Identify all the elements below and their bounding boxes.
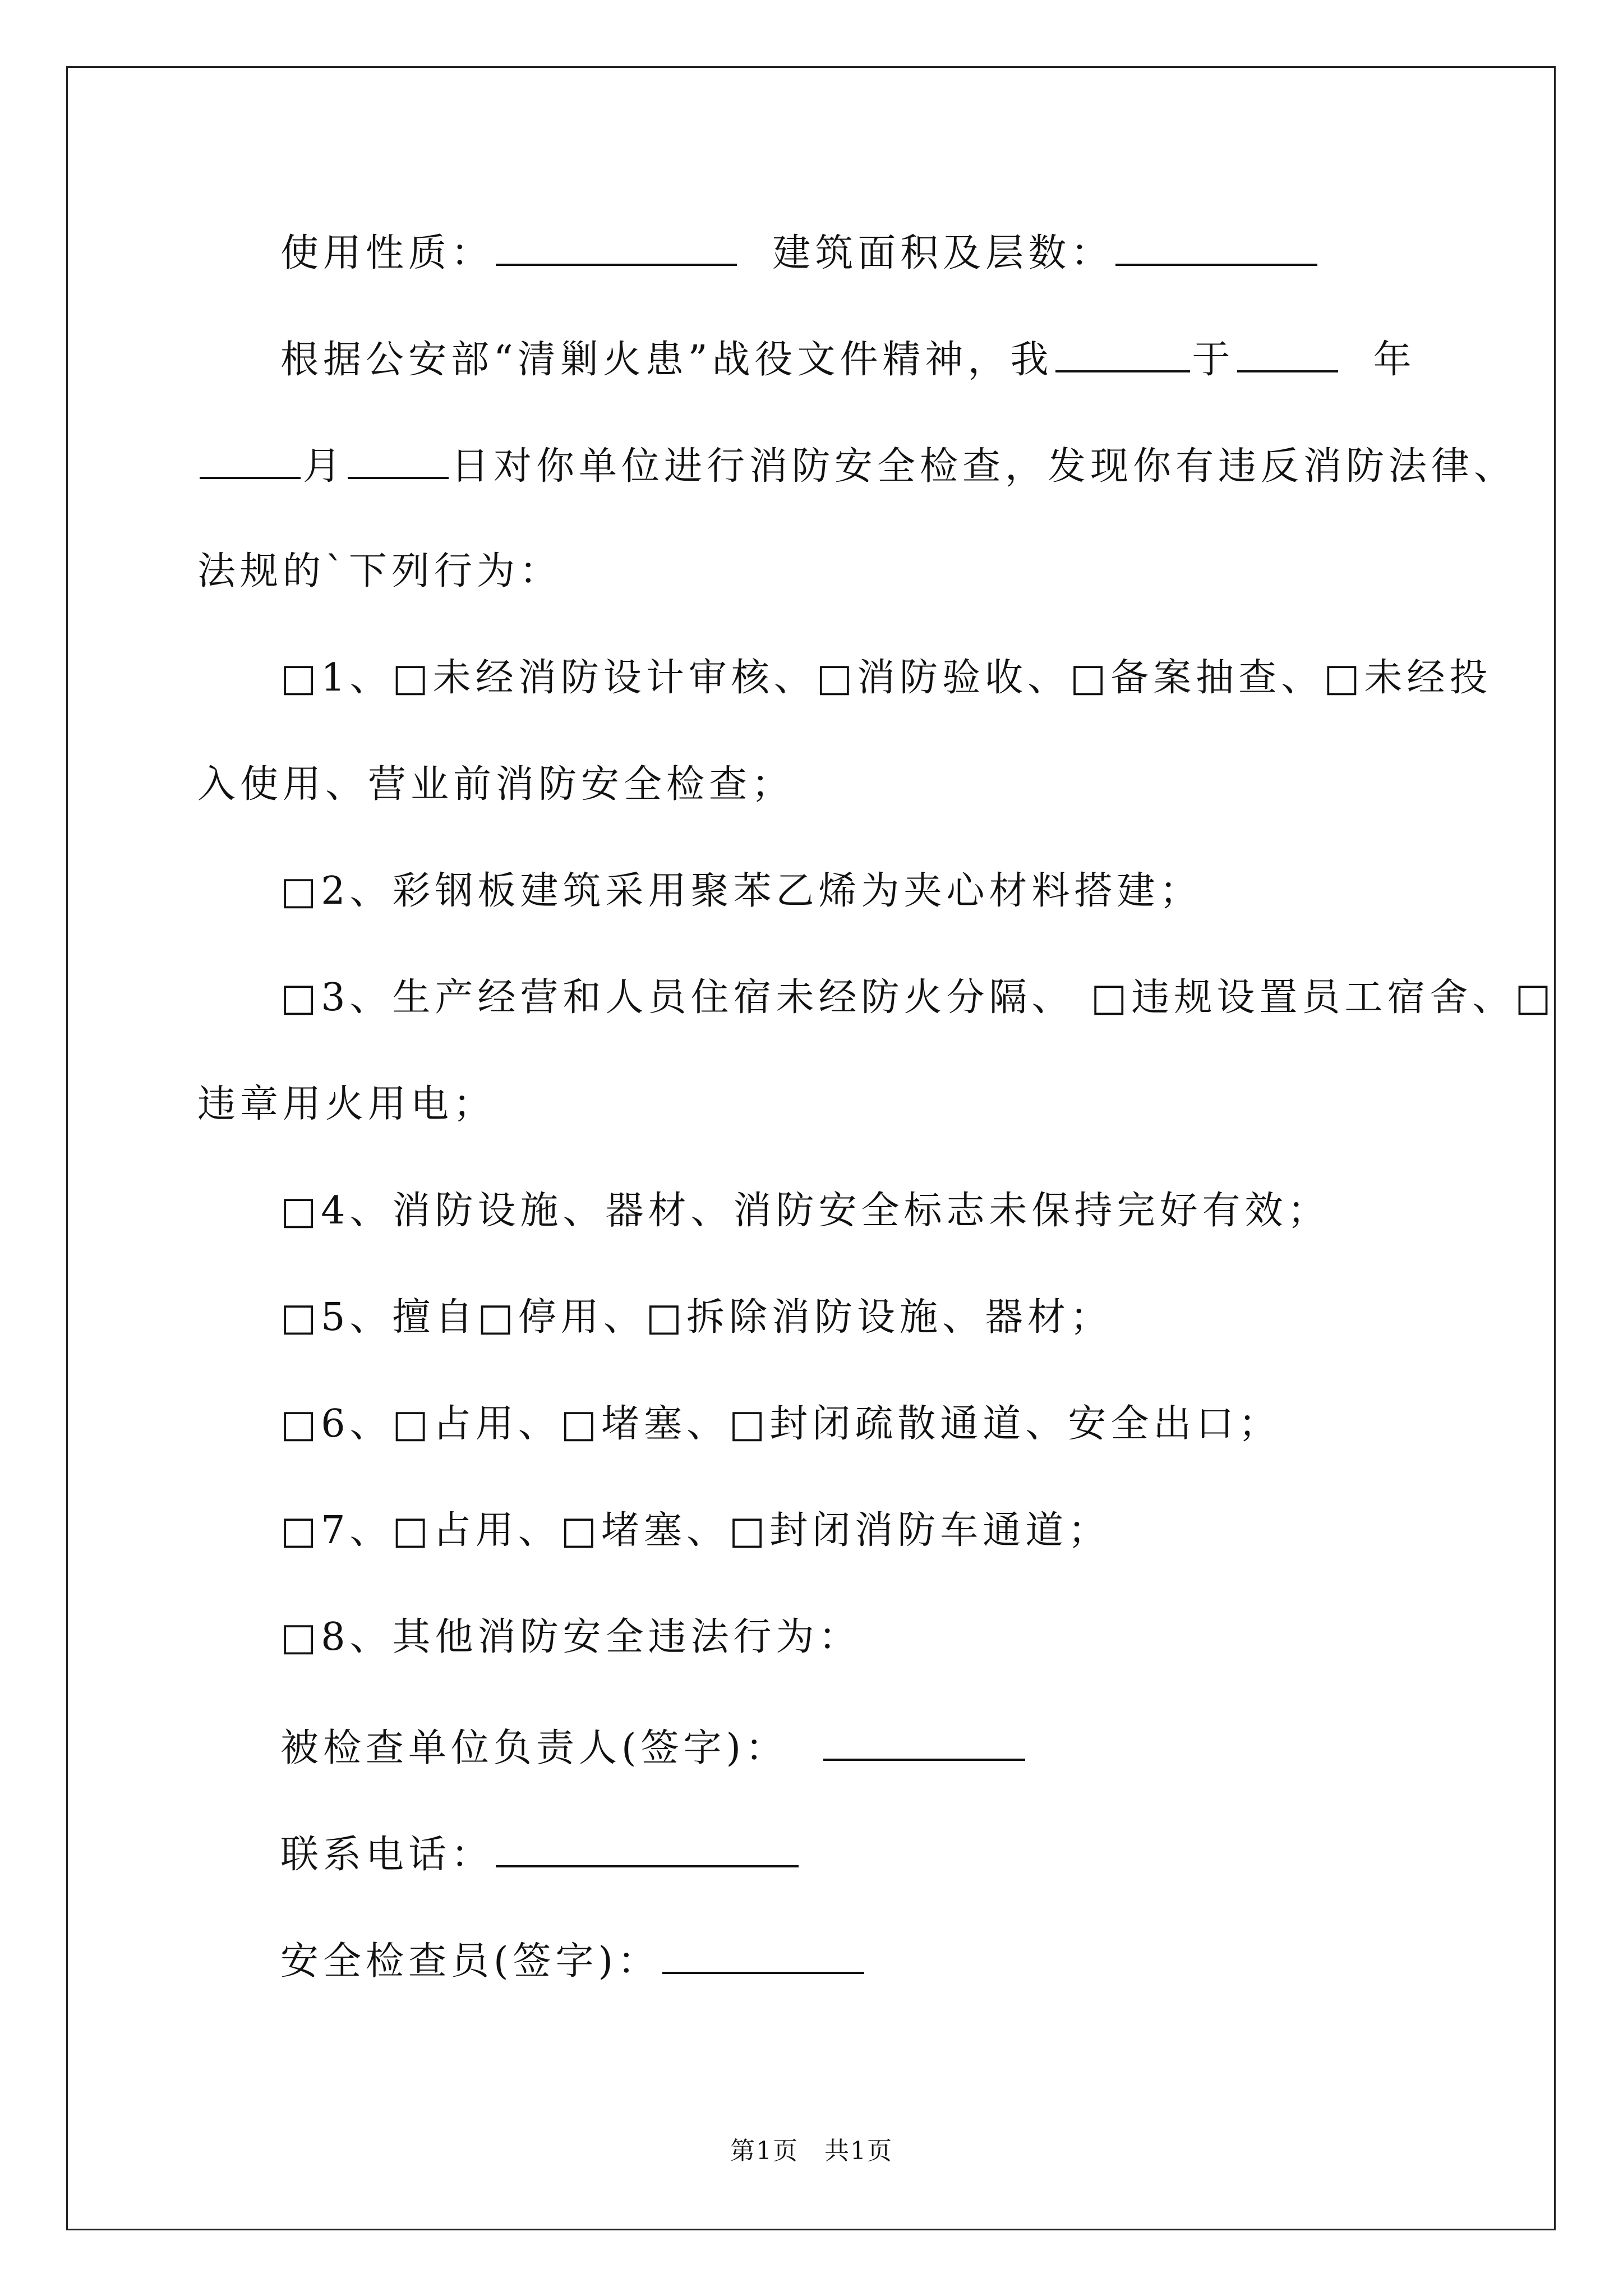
item-3-line-1: □3、生产经营和人员住宿未经防火分隔、 □违规设置员工宿舍、□ (280, 976, 1556, 1020)
area-label: 建筑面积及层数： (772, 231, 1114, 275)
responsible-signature-blank[interactable] (823, 1725, 1025, 1761)
intro-line-3: 法规的`下列行为： (197, 549, 562, 593)
intro-text-1: 根据公安部“清剿火患”战役文件精神，我 (280, 338, 1053, 382)
phone-line (280, 1832, 801, 1877)
item-3-line-2: 违章用火用电； (197, 1082, 496, 1126)
day-blank[interactable] (348, 443, 449, 479)
item-1-line-1: □1、□未经消防设计审核、□消防验收、□备案抽查、□未经投 (280, 656, 1492, 700)
responsible-label: 被检查单位负责人(签字)： (280, 1726, 789, 1770)
intro-text-2: 于 (1192, 338, 1235, 382)
phone-blank[interactable] (496, 1832, 799, 1867)
inspector-label: 安全检查员(签字)： (280, 1939, 661, 1984)
item-4: □4、消防设施、器材、消防安全标志未保持完好有效； (280, 1189, 1330, 1233)
usage-blank[interactable] (496, 230, 737, 266)
intro-line-2 (197, 443, 1517, 489)
inspector-org-blank[interactable] (1055, 337, 1190, 372)
item-1-line-2: 入使用、营业前消防安全检查； (197, 762, 795, 807)
usage-and-area-line (280, 230, 1320, 273)
page-border (66, 66, 1556, 2230)
area-blank[interactable] (1115, 230, 1317, 266)
inspector-signature-blank[interactable] (662, 1938, 864, 1974)
item-2: □2、彩钢板建筑采用聚苯乙烯为夹心材料搭建； (280, 869, 1202, 913)
intro-text-5: 日对你单位进行消防安全检查，发现你有违反消防法律、 (451, 444, 1517, 489)
inspector-signature-line (280, 1938, 866, 1984)
item-8: □8、其他消防安全违法行为： (280, 1615, 861, 1659)
month-blank[interactable] (200, 443, 301, 479)
item-5: □5、擅自□停用、□拆除消防设施、器材； (280, 1295, 1113, 1340)
intro-line-1 (280, 337, 1416, 382)
item-6: □6、□占用、□堵塞、□封闭疏散通道、安全出口； (280, 1402, 1281, 1446)
usage-label: 使用性质： (280, 231, 494, 275)
responsible-signature-line (280, 1725, 1027, 1768)
page-number: 第1页 共1页 (730, 2137, 893, 2165)
item-7: □7、□占用、□堵塞、□封闭消防车通道； (280, 1508, 1111, 1553)
phone-label: 联系电话： (280, 1833, 494, 1877)
intro-text-4: 月 (303, 444, 346, 489)
intro-text-3: 年 (1373, 338, 1416, 382)
year-blank[interactable] (1237, 337, 1338, 372)
